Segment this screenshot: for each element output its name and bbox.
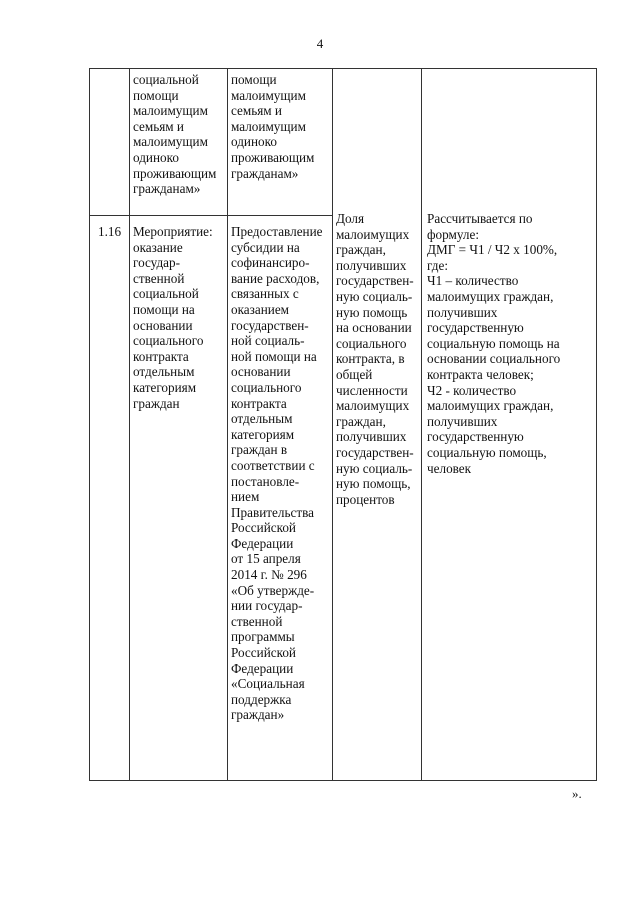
- row-number-cell: [90, 69, 130, 216]
- event-cell: Мероприятие: оказание государ- ственной социальной помощи на основании социального контракта отдельным категориям граждан: [130, 216, 228, 781]
- page-number: 4: [316, 36, 324, 51]
- formula-cell: Рассчитывается по формуле: ДМГ = Ч1 / Ч2 х 100%, где: Ч1 – количество малоимущих граждан, получивших государственную социальную помощь на основании социального контракта человек; Ч2 - количество малоимущих граждан, получивших государственную социальную помощь, человек: [422, 69, 597, 781]
- basis-cell: помощи малоимущим семьям и малоимущим одиноко проживающим гражданам»: [228, 69, 333, 216]
- indicators-table: [89, 68, 597, 781]
- closing-quote-mark: ».: [572, 786, 582, 801]
- basis-cell: Предоставление субсидии на софинансиро- вание расходов, связанных с оказанием государствен- ной социаль- ной помощи на основании социального контракта отдельным категориям граждан в соответствии с постановле- нием Правительства Российской Федерации от 15 апреля 2014 г. № 296 «Об утвержде- нии государ- ственной программы Российской Федерации «Социальная поддержка граждан»: [228, 216, 333, 781]
- row-number-cell: 1.16: [90, 216, 130, 781]
- table-row-continued: [90, 69, 597, 216]
- indicator-cell: Доля малоимущих граждан, получивших государствен- ную социаль- ную помощь на основании социального контракта, в общей численности малоимущих граждан, получивших государствен- ную социаль- ную помощь, процентов: [333, 69, 422, 781]
- event-cell: социальной помощи малоимущим семьям и малоимущим одиноко проживающим гражданам»: [130, 69, 228, 216]
